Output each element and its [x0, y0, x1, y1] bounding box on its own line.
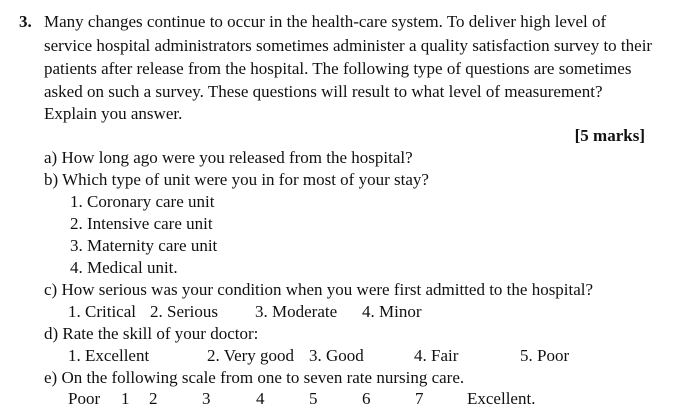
scale-value: 6 — [362, 389, 371, 408]
part-b: b) Which type of unit were you in for most of your stay? — [44, 170, 429, 189]
scale-value: 4 — [256, 389, 265, 408]
part-b-option: 4. Medical unit. — [70, 258, 178, 277]
intro-line-3: patients after release from the hospital. The following type of questions are sometimes — [44, 59, 632, 78]
part-c-option: 2. Serious — [150, 302, 218, 321]
part-e: e) On the following scale from one to seven rate nursing care. — [44, 368, 465, 387]
scale-value: 3 — [202, 389, 211, 408]
scale-high-label: Excellent. — [467, 389, 536, 408]
scale-value: 7 — [415, 389, 424, 408]
part-d-option: 5. Poor — [520, 346, 570, 365]
scale-value: 5 — [309, 389, 318, 408]
marks-label: [5 marks] — [574, 126, 645, 145]
part-c: c) How serious was your condition when you were first admitted to the hospital? — [44, 280, 594, 299]
part-b-option: 2. Intensive care unit — [70, 214, 213, 233]
scale-value: 1 — [121, 389, 130, 408]
question-number: 3. — [19, 12, 32, 31]
part-b-option: 3. Maternity care unit — [70, 236, 218, 255]
scale-value: 2 — [149, 389, 158, 408]
part-c-option: 3. Moderate — [255, 302, 338, 321]
intro-line-5: Explain you answer. — [44, 104, 183, 123]
part-c-option: 4. Minor — [362, 302, 422, 321]
part-a: a) How long ago were you released from the hospital? — [44, 148, 413, 167]
part-d-option: 4. Fair — [414, 346, 459, 365]
intro-line-2: service hospital administrators sometimes administer a quality satisfaction survey to their — [44, 36, 653, 55]
part-d: d) Rate the skill of your doctor: — [44, 324, 259, 343]
part-b-option: 1. Coronary care unit — [70, 192, 215, 211]
scale-low-label: Poor — [68, 389, 101, 408]
intro-line-1: Many changes continue to occur in the health-care system. To deliver high level of — [44, 12, 607, 31]
intro-line-4: asked on such a survey. These questions will result to what level of measurement? — [44, 82, 603, 101]
part-c-option: 1. Critical — [68, 302, 136, 321]
part-d-option: 2. Very good — [207, 346, 295, 365]
part-d-option: 3. Good — [309, 346, 364, 365]
part-d-option: 1. Excellent — [68, 346, 150, 365]
